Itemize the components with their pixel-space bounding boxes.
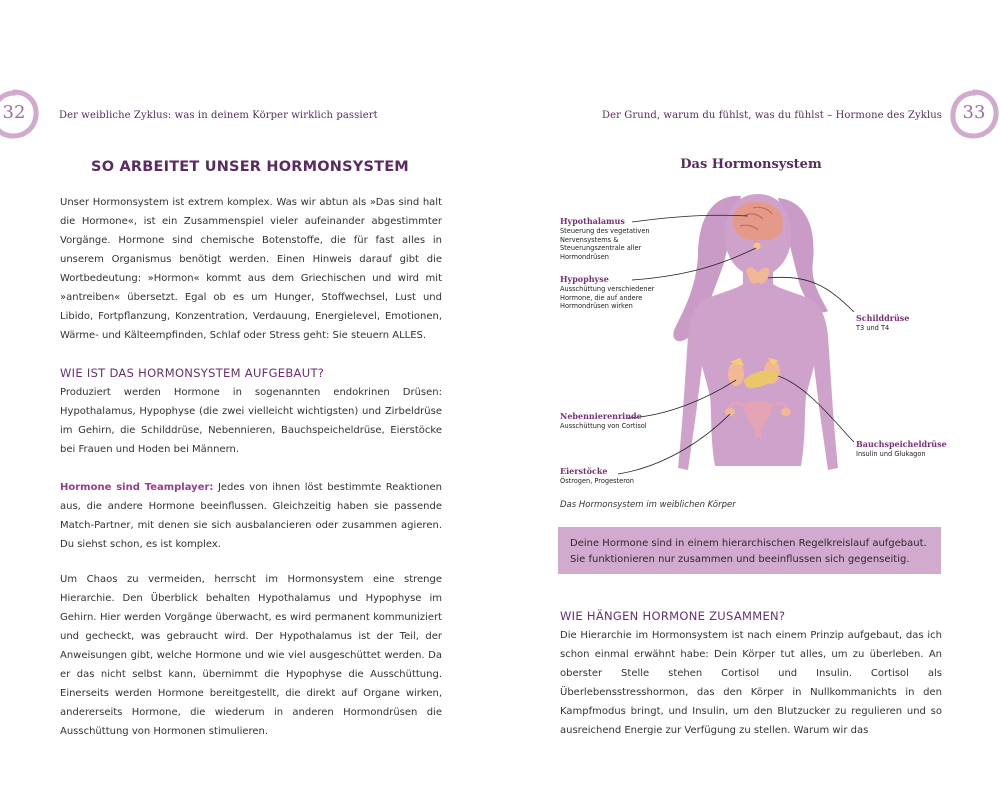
intro-paragraph: Unser Hormonsystem ist extrem komplex. Was wir abtun als »Das sind halt die Hormone«, ist ein Zusammenspiel vieler aufeinander abgestimmter Vorgänge. Hormone sind chemische Botenstoffe, die für fast alles in unserem Organismus benötigt werden. Einen Hinweis darauf gibt die Wortbedeutung: »Hormon« kommt aus dem Griechischen und wird mit »antreiben« übersetzt. Egal ob es um Hunger, Stoffwechsel, Lust und Libido, Fortpflanzung, Konzentration, Verdauung, Energielevel, Emotionen, Wärme- und Kälteempfinden, Schlaf oder Stress geht: Sie steuern ALLES.	[60, 197, 442, 341]
running-head-left: Der weibliche Zyklus: was in deinem Körper wirklich passiert	[59, 110, 378, 121]
label-bauchspeicheldruese: Bauchspeicheldrüse Insulin und Glukagon	[856, 439, 947, 458]
label-eierstoecke: Eierstöcke Östrogen, Progesteron	[560, 466, 634, 485]
subheading-zusammen: WIE HÄNGEN HORMONE ZUSAMMEN?	[560, 609, 786, 623]
label-hypophyse: Hypophyse Ausschüttung verschiedener Hormone, die auf andere Hormondrüsen wirken	[560, 274, 655, 310]
page-number-left: 32	[0, 88, 40, 140]
teamplayer-paragraph	[60, 478, 442, 554]
teamplayer-lead: Hormone sind Teamplayer:	[60, 482, 214, 493]
aufbau-paragraph: Produziert werden Hormone in sogenannten endokrinen Drüsen: Hypothalamus, Hypophyse (die zwei vielleicht wichtigsten) und Zirbeldrüse im Gehirn, die Schilddrüse, Nebennieren, Bauchspeicheldrüse, Eierstöcke bei Frauen und Hoden bei Männern.	[60, 387, 442, 455]
page-number-right: 33	[948, 88, 1000, 140]
figure-caption: Das Hormonsystem im weiblichen Körper	[560, 500, 736, 510]
zusammen-paragraph: Die Hierarchie im Hormonsystem ist nach einem Prinzip aufgebaut, das ich schon einmal erwähnt habe: Dein Körper tut alles, um zu überleben. An oberster Stelle stehen Cortisol und Insulin. Cortisol als Überlebensstresshormon, das den Körper in Nullkommanichts in den Kampfmodus bringt, und Insulin, um den Blutzucker zu regulieren und so ausreichend Energie zur Verfügung zu stellen. Warum wir das	[560, 630, 942, 736]
section-title: SO ARBEITET UNSER HORMONSYSTEM	[91, 159, 409, 175]
running-head-right: Der Grund, warum du fühlst, was du fühlst – Hormone des Zyklus	[602, 110, 942, 121]
figure-title: Das Hormonsystem	[680, 157, 822, 172]
callout-box	[558, 527, 941, 574]
hierarchy-paragraph: Um Chaos zu vermeiden, herrscht im Hormonsystem eine strenge Hierarchie. Den Überblick behalten Hypothalamus und Hypophyse im Gehirn. Hier werden Vorgänge überwacht, es wird permanent kommuniziert und gecheckt, was gebraucht wird. Der Hypothalamus ist der Teil, der Anweisungen gibt, welche Hormone und wie viel ausgeschüttet werden. Da er das nicht selbst kann, übernimmt die Hypophyse die Ausschüttung. Einerseits werden Hormone bereitgestellt, die direkt auf Organe wirken, andererseits Hormone, die wiederum in anderen Hormondrüsen die Ausschüttung von Hormonen stimulieren.	[60, 574, 442, 737]
label-nebennierenrinde: Nebennierenrinde Ausschüttung von Cortisol	[560, 411, 647, 430]
label-hypothalamus: Hypothalamus Steuerung des vegetativen Nervensystems & Steuerungszentrale aller Hormondrüsen	[560, 216, 650, 261]
subheading-aufbau: WIE IST DAS HORMONSYSTEM AUFGEBAUT?	[60, 366, 325, 380]
right-page	[500, 0, 1000, 800]
label-schilddruese: Schilddrüse T3 und T4	[856, 313, 910, 332]
teamplayer-text: Jedes von ihnen löst bestimmte Reaktionen aus, die andere Hormone beeinflussen. Gleichzeitig haben sie passende Match-Partner, mit denen sie sich ausbalancieren oder zusammen agieren. Du siehst schon, es ist komplex.	[60, 482, 442, 550]
hormone-system-figure	[558, 186, 958, 496]
callout-text: Deine Hormone sind in einem hierarchischen Regelkreislauf aufgebaut. Sie funktionieren nur zusammen und beeinflussen sich gegenseitig.	[570, 538, 927, 565]
